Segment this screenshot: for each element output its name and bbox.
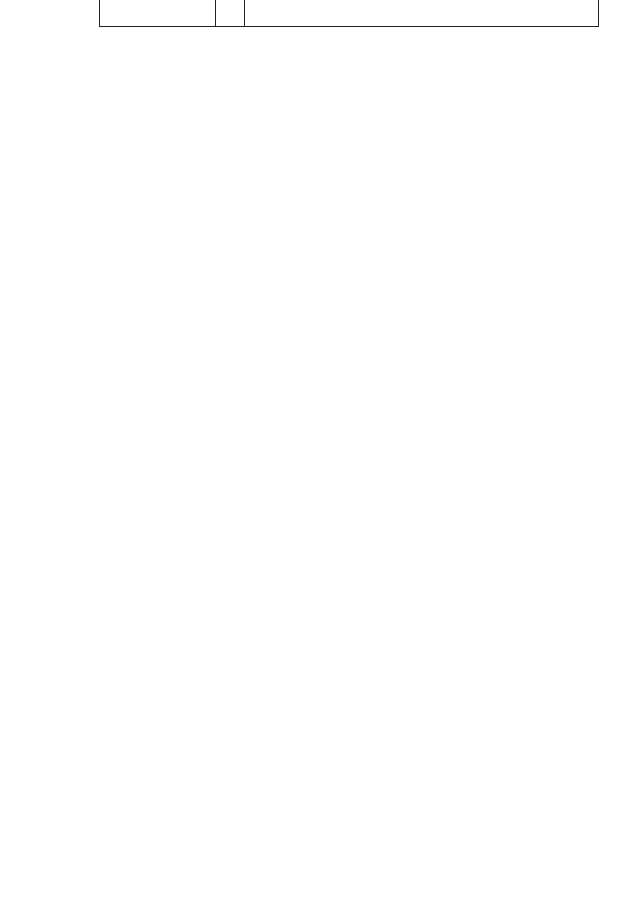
prev-table-cell bbox=[100, 0, 215, 6]
prev-table-fragment bbox=[99, 0, 599, 27]
